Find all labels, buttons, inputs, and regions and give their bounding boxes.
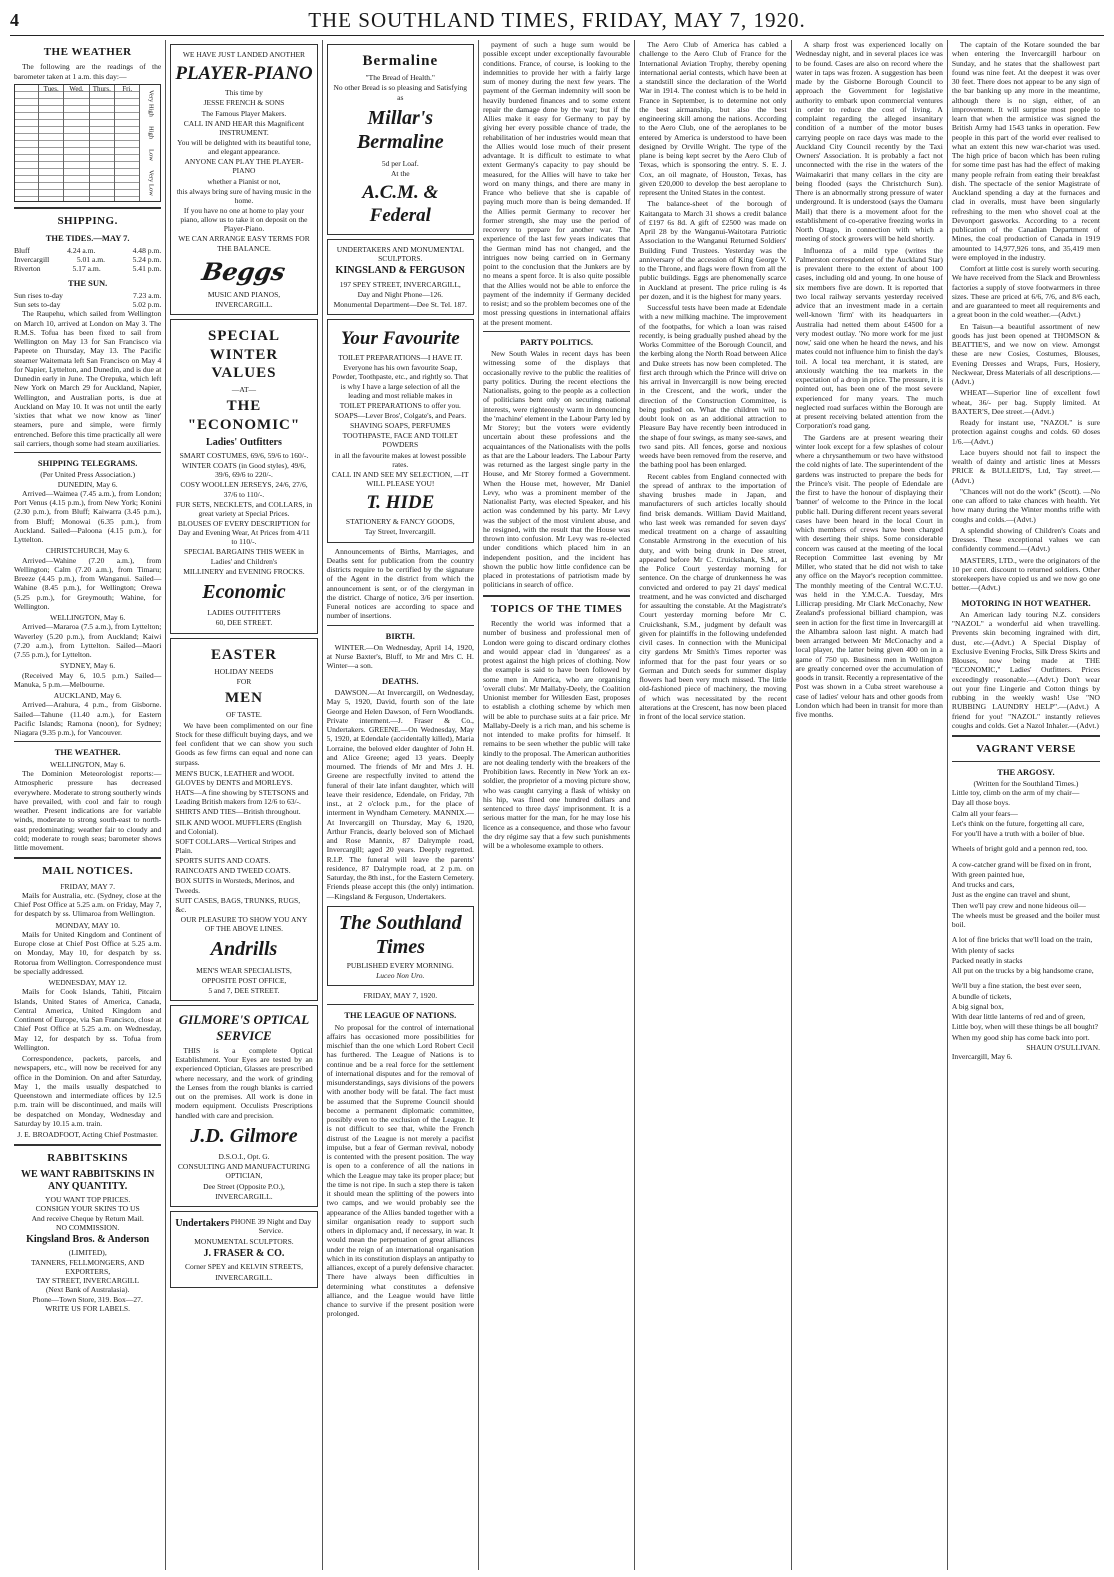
- advt-paragraph: "Chances will not do the work" (Scott). —No one can afford to take chances with health. Yet how many during the Winter months trifle with coughs and colds.—(Advt.): [951, 486, 1101, 524]
- poem-line: With dear little lanterns of red and of green,: [951, 1012, 1086, 1022]
- southland-times-nameplate: The Southland Times PUBLISHED EVERY MORNING. Luceo Non Uro.: [327, 906, 474, 986]
- kb-line: (LIMITED),: [68, 1248, 107, 1258]
- poem-line: For you'll have a truth with a boiler of blue.: [951, 829, 1085, 839]
- news-paragraph: The balance-sheet of the borough of Kaitangata to March 31 shows a credit balance of £197 6s 8d. A gift of £2500 was made on April 28 by the Wanganui-Waitotara Patriotic Association to the Wanganui Returned Soldiers' Building Fund Trustees. Yesterday was the anniversary of the accession of King George V. to the Throne, and flags were flown from all the public buildings. Eggs are phenomenally scarce in Auckland at present. The price ruling is 4s per dozen, and it is the highest for many years.: [639, 199, 787, 301]
- poem-title: THE ARGOSY.: [997, 766, 1055, 777]
- mail-text: Mails for Australia, etc. (Sydney, close at the Chief Post Office at 5.25 a.m. on Friday, May 7, for despatch by ss. Ulimaroa from Wellington.: [14, 890, 162, 919]
- poem-line: A cow-catcher grand will be fixed on in front,: [951, 859, 1092, 869]
- deaths-heading: DEATHS.: [382, 675, 419, 686]
- kb-line: Phone—Town Store, 319. Box—27.: [32, 1294, 143, 1304]
- baro-scale-4: Very Low: [147, 170, 155, 197]
- poem-body: [952, 788, 1100, 1042]
- poem-line: When my good ship has come back into port.: [951, 1032, 1090, 1042]
- poem-line: Let's think on the future, forgetting all care,: [951, 818, 1085, 828]
- poem-line: A lot of fine bricks that we'll load on the train,: [951, 935, 1093, 945]
- column-4: [479, 40, 635, 1570]
- mail-day: FRIDAY, MAY 7.: [60, 881, 116, 891]
- advt-paragraph: WHEAT—Superior line of excellent fowl wheat, 36/- per bag. Supply limited. At BAXTER'S, Dee street.—(Advt.): [951, 388, 1101, 416]
- gilmore-ad: GILMORE'S OPTICAL SERVICE THIS is a complete Optical Establishment. Your Eyes are tested by an experienced Optician, Glasses are prescribed where necessary, and the work of grinding the Lenses from the rough blanks is carried out on the premises. All work is done in modern equipment. Occulists Prescriptions handled with care and precision. J.D. Gilmore D.S.O.I., Opt. G. CONSULTING AND MANUFACTURING OPTICIAN, Dee Street (Opposite P.O.), INVERCARGILL.: [170, 1005, 317, 1207]
- league-text: No proposal for the control of international affairs has occasioned more possibilities for mischief than the one which Lord Robert Cecil has furthered. The League of Nations is to continue and be a real force for the settlement of international disputes and for the removal of misunderstandings, says divisions of the powers with another body will be fatal. The fact must be assumed that the Supreme Council should become a permanent diplomatic committee, possibly even to the exclusion of the League. It is not difficult to see that, while the French distrust of the League is not merely a pacifist impulse, but a fear of German revival, nobody is contented with the present position. The way is open to a conference of all the nations in which the League may take its proper place; but the time is not ripe. In such a step there is taken it should mean the splitting of the powers into two camps, and we would probably see the appearance of the Allies banded together with a similar organisation ready to support such others in diplomacy and, if necessary, in war. It would mean the perpetuation of great alliances under the reign of an international organisation which in its constitution displays an antipathy to alliances, except of a purely defensive character. There have always been difficulties in determining what constitutes a defensive alliance, and the League would have little chance to survive if the present position were prolonged.: [326, 1022, 474, 1319]
- poem-line: [952, 855, 1100, 859]
- baro-day-3: Thurs.: [92, 84, 111, 93]
- news-paragraph: The Gardens are at present wearing their winter look except for a few splashes of colour where a chrysanthemum or two have withstood the cold nights of late. The superintendent of the gardens was instructed to prepare the beds for the Prince's visit. The people of Edendale are the first to have the honour of displaying their 'banner' of welcome to the Prince in the local public hall. During different recent years several cases have been heard in the local Court in which members of crews have been charged with deserting their ships. Some considerable concern was caused at the meeting of the local Reception Committee last evening by Mr Miller, who stated that he did not wish to take any office on the Mayor's reception committee. The monthly meeting of the Central W.C.T.U. was held in the Y.M.C.A. Tuesday, Mrs Lillicrap presiding. Mr Clark McConachy, New Zealand's professional billiard champion, was seen in action for the first time in Invercargill at the Alhambra saloon last night. A match had been arranged between Mr McConachy and a local player, the latter being given 400 on in a game of 750 up. Business men in Wellington are greatly concerned over the accumulation of goods in transit. Recently a representative of the Post was shown in a Cuba street warehouse a case of ladies' velour hats and other goods from London which had been in transit for more than five months.: [795, 432, 943, 719]
- barometer-scale-ticks: [15, 85, 39, 201]
- gilmore-title: GILMORE'S OPTICAL SERVICE: [178, 1012, 310, 1043]
- hide-name: T. HIDE: [366, 492, 435, 514]
- deaths-text: DAWSON.—At Invercargill, on Wednesday, May 5, 1920, David, fourth son of the late George and Helen Dawson, of Fern Woodlands. Private interment.—J. Fraser & Co., Undertakers. GREENE.—On Wednesday, May 5, 1920, at Edendale (accidentally killed), Maria Lorraine, the beloved elder daughter of John H. and Alice Greene; aged 13 years. Deeply mourned. The friends of Mr and Mrs J. H. Greene are respectfully invited to attend the funeral of their late infant daughter, which will leave their residence, Edendale, on Friday, 7th inst., at 2 o'clock p.m., for the place of interment in Wyndham Cemetery. MANNIX.—At Invercargill on Thursday, May 6, 1920, Arthur Francis, dearly beloved son of Michael and Rose Mannix, 87 Dalrymple road, Invercargill; aged 20 years. Deeply regretted. R.I.P. The funeral will leave the parents' residence, 87 Dalrymple road, at 2 p.m. on Saturday, the 8th inst., for the Eastern Cemetery. Friends please accept this (the only) intimation.—Kingsland & Ferguson, Undertakers.: [326, 688, 474, 901]
- kb-line: TANNERS, FELLMONGERS, AND EXPORTERS,: [31, 1257, 145, 1276]
- advt-paragraph: MASTERS, LTD., were the originators of the 10 per cent. discount to returned soldiers. Other storekeepers have copied us and we now go one better.—(Advt.): [951, 555, 1101, 593]
- port-text: Arrived—Wahine (7.20 a.m.), from Wellington; Calm (7.20 a.m.), from Timaru; Breeze (4.45 p.m.), from Wanganui. Sailed—Wahine (8.45 p.m.), for Wellington; Orewa (5.25 p.m.), for Greymouth; Wahine, for Wellington.: [14, 555, 162, 611]
- masthead: [10, 6, 1104, 36]
- fraser-undertakers-ad: Undertakers PHONE 39 Night and Day Service. MONUMENTAL SCULPTORS. J. FRASER & CO. Corner SPEY and KELVIN STREETS, INVERCARGILL.: [170, 1211, 317, 1288]
- editorial-continued: payment of such a huge sum would be possible except under exceptionally favourable conditions. France, of course, is looking to the indemnities to provide her with a fairly large sum of money during the next few years. The payment of the German indemnity will soon be heavily burdened finances and to some extent repair the damage done by the war; but if the Allies make it easy for Germany to pay by giving her every possible chance of trade, the rehabilitation of her industries would mean that the Allies would lose much of their present advantage. It is difficult to estimate to what extent Germany's capacity to pay should be measured, for the Allies will have to take her word on many things, and there are many in France who believe that she is capable of paying much more than is being demanded. If the Allies permit Germany to recover her former strength, she may use the period of recovery to prepare for another war. The experience of the last few years indicates that the German mind has not changed, and the intrigues now being carried on in Germany point to the conclusion that the Junkers are by no means a spent force. It is also quite possible that the Allies would not be able to enforce the payment of the indemnity if Germany decided to resist; and so the problem becomes one of the most pressing questions in international affairs at the present moment.: [482, 40, 631, 327]
- kf-name: KINGSLAND & FERGUSON: [335, 265, 466, 277]
- mail-sign: J. E. BROADFOOT, Acting Chief Postmaster.: [17, 1130, 158, 1140]
- tide-row: Riverton 5.17 a.m. 5.41 p.m.: [14, 264, 162, 274]
- tide-row: Bluff 4.24 a.m. 4.48 p.m.: [14, 245, 162, 255]
- player-piano-ad: WE HAVE JUST LANDED ANOTHER PLAYER-PIANO This time by JESSE FRENCH & SONS The Famous Player Makers. CALL IN AND HEAR this Magnificent INSTRUMENT. You will be delighted with its beautiful tone, and elegant appearance. ANYONE CAN PLAY THE PLAYER-PIANO whether a Pianist or not, this always bring sure of having music in the home. If you have no one at home to play your piano, allow us to take it on deposit on the Player-Piano. WE CAN ARRANGE EASY TERMS FOR THE BALANCE. Beggs MUSIC AND PIANOS, INVERCARGILL.: [170, 44, 317, 315]
- tide-row: Invercargill 5.01 a.m. 5.24 p.m.: [14, 254, 162, 264]
- news-paragraph: The Aero Club of America has cabled a challenge to the Aero Club of France for the International Aviation Trophy, thereby opening international aerial contests, which have been at a standstill since the declaration of the World War in 1914. The contest which is to be held in France in September, is to determine not only the best airmanship, but also the best engineering skill among the nations. According to the Aero Club, one of the aeroplanes to be entered by America is understood to have been designed by Orville Wright. The type of the plane is being kept secret by the Aero Club of Texas, which is sponsoring the entry. S. E. J. Cox, an oil magnate, of Houston, Texas, has given £20,000 to develop the best aeroplane to represent the United States in the contest.: [639, 40, 787, 197]
- mail-day: MONDAY, MAY 10.: [55, 920, 120, 930]
- port-text: Arrived—Mararoa (7.5 a.m.), from Lyttelton; Waverley (5.20 p.m.), from Auckland; Kaiwi (7.20 a.m.), from Lyttelton. Sailed—Maori (7.55 p.m.), for Lyttelton.: [14, 622, 162, 660]
- baro-scale-3: Low: [147, 148, 155, 161]
- page-columns: [10, 40, 1104, 1570]
- weather2-place: WELLINGTON, May 6.: [49, 759, 126, 769]
- advt-paragraph: En Taisun—a beautiful assortment of new goods has just been opened at THOMSON & BEATTIE'S, and we now on view. Amongst these are new Cosies, Costumes, Blouses, Evening Dresses and Wraps, Furs, Hosiery, Neckwear, Dress Materials of all descriptions.—(Advt.): [951, 321, 1101, 386]
- poem-sub: (Written for the Southland Times.): [973, 778, 1079, 788]
- poem-line: [952, 930, 1100, 934]
- rabbit-line: CONSIGN YOUR SKINS TO US: [35, 1204, 140, 1214]
- port-name: WELLINGTON, May 6.: [49, 613, 126, 623]
- piano-title: PLAYER-PIANO: [175, 63, 313, 85]
- news-paragraph: Influenza of a mild type (writes the Palmerston correspondent of the Auckland Star) is prevalent there to the extent of about 100 cases, including old and young. In one house of six members five are down. It is reported that two local railway servants yesterday received advice that an investment made in a certain well-known 'firm' with its headquarters in Australia had netted them about £4500 for a very modest outlay. 'No more work for me just now,' said one when he heard the news, and his mates could not influence him to finish the day's toil. A local tea merchant, it is stated, are anxiously watching the tea markets in the expectation of a drop in price. The pressure, it is pointed out, has been one of the most severe experienced for many years. The much neglected road surfaces within the Borough are at present receiving belated attention from the Corporation's road gang.: [795, 245, 943, 431]
- rabbit-line: NO COMMISSION.: [56, 1222, 120, 1232]
- acm-federal: A.C.M. & Federal: [362, 181, 439, 226]
- sun-heading: THE SUN.: [68, 278, 108, 289]
- advt-paragraph: Lace buyers should not fail to inspect the wealth of dainty and artistic lines at Messrs PRICE & BULLEID'S, Ltd, Tay street.—(Advt.): [951, 447, 1101, 485]
- birth-text: WINTER.—On Wednesday, April 14, 1920, at Nurse Baxter's, Bluff, to Mr and Mrs C. H. Winter—a son.: [326, 642, 474, 671]
- piano-head: WE HAVE JUST LANDED ANOTHER: [182, 50, 306, 59]
- kingsland-ferguson-ad: UNDERTAKERS AND MONUMENTAL SCULPTORS. KINGSLAND & FERGUSON 197 SPEY STREET, INVERCARGILL, Day and Night Phone—126. Monumental Department—Dee St. Tel. 187.: [327, 239, 474, 315]
- baro-day-2: Wed.: [69, 84, 84, 93]
- tides-heading: THE TIDES.—MAY 7.: [45, 233, 130, 244]
- kb-line: TAY STREET, INVERCARGILL: [36, 1276, 140, 1286]
- kb-line: WRITE US FOR LABELS.: [45, 1303, 131, 1313]
- newspaper-title: THE SOUTHLAND TIMES, FRIDAY, MAY 7, 1920.: [308, 8, 806, 32]
- weather2-heading: THE WEATHER.: [54, 747, 121, 758]
- motoring-heading: MOTORING IN HOT WEATHER.: [961, 597, 1091, 608]
- column-5: [635, 40, 791, 1570]
- column-7: [948, 40, 1104, 1570]
- poem-line: Just as the engine can travel and shunt,: [951, 890, 1070, 900]
- undertakers-title: Undertakers: [175, 1217, 230, 1229]
- sun-row: Sun sets to-day 5.02 p.m.: [14, 300, 162, 310]
- winter-values-ad: SPECIAL WINTER VALUES —AT— THE "ECONOMIC" Ladies' Outfitters SMART COSTUMES, 69/6, 59/6 to 160/-. WINTER COATS (in Good styles), 49/6, 39/6, 69/6 to 220/-. COSY WOOLLEN JERSEYS, 24/6, 27/6, 37/6 to 110/-. FUR SETS, NECKLETS, and COLLARS, in great variety at Special Prices. BLOUSES OF EVERY DESCRIPTION for Day and Evening Wear, At Prices from 4/11 to 110/-. SPECIAL BARGAINS THIS WEEK in Ladies' and Children's MILLINERY and EVENING FROCKS. Economic LADIES OUTFITTERS 60, DEE STREET.: [170, 319, 317, 633]
- mail-text: Mails for Cook Islands, Tahiti, Pitcairn Islands, United States of America, Canada, Central America, United Kingdom and Continent of Europe, via San Francisco, close at Chief Post Office at 5.25 a.m. on Wednesday, May 12, for despatch by ss. Tofua from Wellington.: [14, 987, 162, 1052]
- port-name: AUCKLAND, May 6.: [53, 691, 122, 701]
- vagrant-verse-heading: VAGRANT VERSE: [976, 743, 1076, 756]
- poem-line: Then we'll pay crew and none hideous oil—: [951, 900, 1086, 910]
- beggs-logo: Beggs: [200, 256, 288, 286]
- rabbit-line: YOU WANT TOP PRICES.: [45, 1195, 131, 1205]
- news-paragraph: The captain of the Kotare sounded the bar when entering the Invercargill harbour on Sunday, and he states that the shallowest part found was nine feet. At the deepest it was over 30 feet. There does not appear to be any sign of the bar banking up any more in the meantime, although there is no sign, either, of an improvement. It will surprise most people to learn that when the armistice was signed the British Army had 1543 tanks in operation. Few people in this part of the world ever realised to what an extent this new war-chariot was used. The high price of bacon which has been ruling for some time past has had the effect of making many people refrain from eating their breakfast dish. The spectacle of the senior Magistrate of Auckland spending a day at the furnaces and clad in overalls, must have been singularly refreshing to the men who shovel coal at the Devonport gasworks. According to a recent publication of the Canadian Department of Mines, the coal production of Canada in 1919 amounted to 14,977,926 tons, and 35,419 men were employed in the industry.: [951, 40, 1101, 262]
- topics-text: Recently the world was informed that a number of business and professional men of London were going to discard ordinary clothes and would appear clad in 'dungarees' as a protest against the high prices of clothing. Now the example is said to have been followed by some men in America, who are organising 'overall clubs'. Mr Mallaby-Deely, the Coalition Unionist member for Willesden East, proposes to establish a clothing scheme by which men will be able to purchase suits at a fair price. Mr Mallaby-Deely is a rich man, and his scheme is not intended to make profits for himself. It remains to be seen whether the public will take kindly to the proposal. The American authorities are not dealing tenderly with the breakers of the Prohibition laws. Recently in New York an ex-soldier, the proprietor of a moving picture show, who was caught carrying a flask of whisky on his hip, was fined one hundred dollars and sentenced to three days' imprisonment. It is a serious matter for the man, for he may lose his licence as a consequence, and those who favour the dry régime say that a few such punishments will be a wholesome example to others.: [482, 619, 631, 851]
- barometer-chart: [14, 84, 161, 202]
- poem-line: Calm all your fears—: [951, 808, 1018, 818]
- mail-text: Mails for United Kingdom and Continent of Europe close at Chief Post Office at 5.25 a.m. on Monday, May 10, for despatch by ss. Rotorua from Wellington. Correspondence must be specially addressed.: [14, 929, 162, 976]
- issue-date: FRIDAY, MAY 7, 1920.: [363, 990, 438, 1000]
- poem-line: Wheels of bright gold and a pennon red, too.: [951, 844, 1088, 854]
- poem-line: Little boy, when will these things be all bought?: [951, 1022, 1098, 1032]
- column-1: [10, 40, 166, 1570]
- poem-line: With plenty of sacks: [951, 945, 1015, 955]
- port-name: CHRISTCHURCH, May 6.: [45, 546, 130, 556]
- poem-place: Invercargill, May 6.: [951, 1052, 1013, 1062]
- poem-line: With green painted hue,: [951, 869, 1025, 879]
- news-paragraph: Successful tests have been made at Edendale with a new milking machine. The improvement of the footpaths, for which a loan was raised recently, is being gradually pushed ahead by the Works Committee of the Borough Council, and the kerbing along the North Road between Alice and Duke streets has now been completed. The first arch through which the Prince will drive on his arrival in Invercargill is now being erected in the Crescent, and the work, under the direction of the Construction Committee, is being pushed on. What the children will no doubt look on as an additional attraction to Pleasure Bay have recently been introduced in the shape of four swings, as many see-saws, and two sand pits. All fences, gorse and noxious weeds have been removed from the reserve, and the bathing pool has been enlarged.: [639, 303, 787, 470]
- port-name: DUNEDIN, May 6.: [57, 479, 118, 489]
- port-text: (Received May 6, 10.5 p.m.) Sailed—Manuka, 5 p.m.—Melbourne.: [14, 670, 162, 689]
- league-heading: THE LEAGUE OF NATIONS.: [344, 1010, 457, 1021]
- bermaline-ad: Bermaline "The Bread of Health." No other Bread is so pleasing and Satisfying as Millar's Bermaline 5d per Loaf. At the A.C.M. & Federal: [327, 44, 474, 235]
- poem-line: All put on the trucks by a big handsome crane,: [951, 966, 1094, 976]
- news-paragraph: Recent cables from England connected with the spread of anthrax to the importation of shaving brushes made in Japan, and manufacturers of such articles locally should find brisk demands. William David Maitland, who last week was remanded for seven days' medical treatment on a charge of assaulting Constable Armstrong in the execution of his duty, and with being drunk in Dee street, appeared before Mr C. Cruickshank, S.M., at the Police Court yesterday morning for sentence. On the charge of drunkenness he was convicted and ordered to pay 21 days' medical treatment, and he was convicted and discharged for assaulting the constable. At the Magistrate's Court yesterday morning before Mr C. Cruickshank, S.M., judgment by default was given for plaintiffs in the following undefended civil cases. In connection with the Municipal city gardens Mr Smith's Times reporter was informed that for the past four years or so German and Dutch seeds for summer display flowers had been very much missed. The little old-fashioned piece of machinery, the moving of which was necessitated by the recent alterations at the Crescent, has now been placed in front of the local service station.: [639, 471, 787, 721]
- weather-heading: THE WEATHER: [43, 46, 132, 58]
- baro-scale-2: High: [147, 126, 155, 140]
- poem-line: [952, 976, 1100, 980]
- poem-line: The wheels must be greased and the boiler must boil.: [951, 910, 1101, 930]
- economic-logo: Economic: [202, 580, 286, 603]
- millar-bermaline: Millar's Bermaline: [356, 106, 444, 154]
- weather2-text: The Dominion Meteorologist reports:—Atmospheric pressure has decreased everywhere. Moderate to strong southerly winds have prevailed, with cool and fair to rough weather. Present indications are for variable winds, moderate to strong south-east to north-east predominating; weather fair to cloudy and cold; moderate to rough seas; barometer shows little movement.: [14, 769, 162, 852]
- kingsland-bros-name: Kingsland Bros. & Anderson: [26, 1234, 150, 1246]
- poem-line: And trucks and cars,: [951, 880, 1015, 890]
- winter-store: THE "ECONOMIC": [187, 398, 301, 433]
- mail-heading: MAIL NOTICES.: [42, 865, 134, 878]
- poem-line: Packed neatly in stacks: [951, 955, 1023, 965]
- shipping-text: The Raupehu, which sailed from Wellington on March 10, arrived at London on May 3. The R.M.S. Tofua has been fixed to sail from Wellington on May 13 for San Francisco via Papeete on Thursday, May 13. The Pacific steamer Waitemata left San Francisco on May 4 for Napier, Lyttelton, and Dunedin, and is due at Dunedin early in June. The Orepuka, which left New York on March 29 for Auckland, Napier, Wellington, and Australian ports, is due at Auckland on May 10. It was not until the early 'sixties that what we now know as 'liner' steamers, pure and simple, were firmly entrenched. Before this time practically all were sail carriers, though some had steam auxiliaries.: [14, 309, 162, 448]
- poem-line: We'll buy a fine station, the best ever seen,: [951, 981, 1082, 991]
- poem-line: A bundle of tickets,: [951, 991, 1012, 1001]
- easter-title: EASTER: [210, 646, 277, 663]
- advt-paragraph: Comfort at little cost is surely worth securing. We have received from the Slack and Brownless factories a supply of stove footwarmers in three sizes. These are priced at 6/6, 7/6, and 8/6 each, and are guaranteed to meet all requirements and a great boon in the cold weather.—(Advt.): [951, 264, 1101, 320]
- notices-intro: Announcements of Births, Marriages, and Deaths sent for publication from the country districts require to be certified by the signature of the Agent in the district from which the announcement is sent, or of the clergyman in the district. Charge of notice, 3/6 per insertion. Funeral notices are according to space and number of insertions.: [326, 546, 474, 621]
- andrills-logo: Andrills: [210, 938, 278, 961]
- poem-line: Day all those boys.: [951, 798, 1011, 808]
- advt-paragraph: Ready for instant use, "NAZOL" is sure protection against coughs and colds. 60 doses 1/6.—(Advt.): [951, 418, 1101, 446]
- port-name: SYDNEY, May 6.: [60, 661, 116, 671]
- motoring-text: An American lady touring N.Z. considers "NAZOL" a wonderful aid when travelling. Prevents skin becoming ingrained with dirt, dust, etc.—(Advt.) A Special Display of Exclusive Evening Frocks, Silk Dress Skirts and Blouses, now being made at THE "ECONOMIC," Ladies' Outfitters. Prices exceedingly reasonable.—(Advt.) Don't wear out your fine Lingerie and Cotton things by rubbing in the weekly wash! Use "NO RUBBING LAUNDRY HELP".—(Advt.) A friend for you! "NAZOL" instantly relieves coughs and colds. Get a Nazol Inhaler.—(Advt.): [951, 609, 1101, 730]
- mail-footer: Correspondence, packets, parcels, and newspapers, etc., will now be received for any office in the Dominion. On and after Saturday, May 1, the mails usually despatched to Queenstown and intermediate offices by 12.5 p.m. train will be discontinued, and mails will be despatched on Monday, Wednesday and Saturday by 10.15 a.m. train.: [14, 1054, 162, 1128]
- telegrams-heading: SHIPPING TELEGRAMS.: [37, 458, 138, 469]
- baro-day-1: Tues.: [43, 84, 59, 93]
- gilmore-logo: J.D. Gilmore: [190, 1124, 298, 1147]
- winter-title: SPECIAL WINTER VALUES: [207, 328, 280, 381]
- kb-line: (Next Bank of Australasia).: [45, 1285, 130, 1295]
- poem-line: [952, 839, 1100, 843]
- column-2: [166, 40, 322, 1570]
- poem-author: SHAUN O'SULLIVAN.: [1026, 1042, 1101, 1052]
- favourite-title: Your Favourite: [340, 328, 460, 350]
- party-politics-heading: PARTY POLITICS.: [520, 336, 594, 347]
- birth-heading: BIRTH.: [385, 630, 415, 641]
- poem-line: A big signal box,: [951, 1001, 1004, 1011]
- port-text: Arrived—Waimea (7.45 a.m.), from London; Port Venus (4.15 p.m.), from New York; Konini (2.30 p.m.), from Bluff; Kaiwarra (3.45 p.m.), from Bluff; Monowai (6.35 p.m.), from Auckland. Sailed—Paloona (4.15 p.m.), for Lyttelton.: [14, 488, 162, 545]
- column-6: [792, 40, 948, 1570]
- port-text: Arrived—Arahura, 4 p.m., from Gisborne. Sailed—Tahune (11.40 a.m.), for Eastern Pacific Islands; Ramona (noon), for Sydney; Niagara (9.35 p.m.), for Vancouver.: [14, 700, 162, 738]
- weather-intro: The following are the readings of the barometer taken at 1 a.m. this day:—: [14, 62, 162, 81]
- column-3: [323, 40, 479, 1570]
- shipping-heading: SHIPPING.: [57, 214, 118, 227]
- topics-heading: TOPICS OF THE TIMES: [490, 602, 623, 615]
- telegrams-sub: (Per United Press Association.): [40, 470, 136, 480]
- baro-day-4: Fri.: [122, 84, 133, 93]
- party-politics-text: New South Wales in recent days has been witnessing some of the displays that occasionally revive to the public the realities of party politics. During the recent elections the Nationalists, going to the people as a collection of politicians bent only on securing national interests, were righteously warm in denouncing the 'machine' element in the Labour Party led by Mr Storey; but the voters were evidently uncertain about these professions and the acquaintances of the Nationalists with the polls as that are the Labour leaders. The Labour Party was returned as the largest single party in the House, and Mr Storey formed a Government. When the House met, however, Mr Daniel Levy, who was a prominent member of the Nationalist Party, was elected Speaker, and his action was condemned by his party. Mr Levy was the subject of the most virulent abuse, and he resigned, with the result that the House was thrown into confusion. Mr Levy was re-elected under conditions which placed him in an independent position, and the incident has shown the public how little confidence can be placed in protestations of patriotism made by politicians in search of office.: [482, 349, 631, 590]
- sun-row: Sun rises to-day 7.23 a.m.: [14, 290, 162, 300]
- mail-day: WEDNESDAY, MAY 12.: [48, 978, 127, 988]
- rabbit-line: And receive Cheque by Return Mail.: [31, 1213, 144, 1223]
- poem-line: Little toy, climb on the arm of my chair—: [951, 788, 1080, 798]
- bermaline-title: Bermaline: [362, 53, 439, 69]
- news-paragraph: A sharp frost was experienced locally on Wednesday night, and in several places ice was to be found. Cases are also on record where the water in taps was frozen. A suggestion has been made by the Gisborne Borough Council to approach the Government for legislative authority to embark upon commercial ventures in order to reduce the cost of living. A complaint regarding the alleged insanitary condition of a number of the motor buses carrying people on race days was made to the Auckland City Council recently by the Taxi Owners' Association. It is probably a fact not unconnected with the rise in the waters of the Waimakariri that many cellars in the city are being flooded (says the Christchurch Sun). There is an abnormally strong pressure of water underground. It is understood (says the Oamaru Mail) that there is a movement afoot for the establishment of co-operative freezing works in North Otago, in connection with which a meeting of stock growers will be held shortly.: [795, 40, 943, 244]
- rabbit-line: WE WANT RABBITSKINS IN ANY QUANTITY.: [21, 1168, 155, 1192]
- easter-ad: EASTER HOLIDAY NEEDS FOR MEN OF TASTE. We have been complimented on our fine Stock for these difficult buying days, and we feel confident that we can show you such Goods as few firms can equal and none can surpass. MEN'S BUCK, LEATHER and WOOL GLOVES by DENTS and MORLEYS. HATS—A fine showing by STETSONS and Leading British makers from 12/6 to 63/-. SHIRTS AND TIES—British throughout. SILK AND WOOL MUFFLERS (English and Colonial). SOFT COLLARS—Vertical Stripes and Plain. SPORTS SUITS AND COATS. RAINCOATS AND TWEED COATS. BOX SUITS in Worsteds, Merinos, and Tweeds. SUIT CASES, BAGS, TRUNKS, RUGS, &c. OUR PLEASURE TO SHOW YOU ANY OF THE ABOVE LINES. Andrills MEN'S WEAR SPECIALISTS, OPPOSITE POST OFFICE, 5 and 7, DEE STREET.: [170, 638, 317, 1001]
- advt-paragraph: A splendid showing of Children's Coats and Dresses. These exceptional values we can confidently commend.—(Advt.): [951, 525, 1101, 554]
- page-number: 4: [10, 10, 19, 30]
- baro-scale-1: Very High: [147, 89, 155, 117]
- toilet-prep-ad: Your Favourite TOILET PREPARATIONS—I HAVE IT. Everyone has his own favourite Soap, Powder, Toothpaste, etc., and rightly so. That is why I have a large selection of all the leading and most reliable makes in TOILET PREPARATIONS to offer you. SOAPS—Lever Bros', Colgate's, and Pears. SHAVING SOAPS, PERFUMES TOOTHPASTE, FACE AND TOILET POWDERS in all the favourite makes at lowest possible rates. CALL IN AND SEE MY SELECTION, —IT WILL PLEASE YOU! T. HIDE STATIONERY & FANCY GOODS, Tay Street, Invercargill.: [327, 319, 474, 543]
- rabbitskins-heading: RABBITSKINS: [47, 1152, 128, 1165]
